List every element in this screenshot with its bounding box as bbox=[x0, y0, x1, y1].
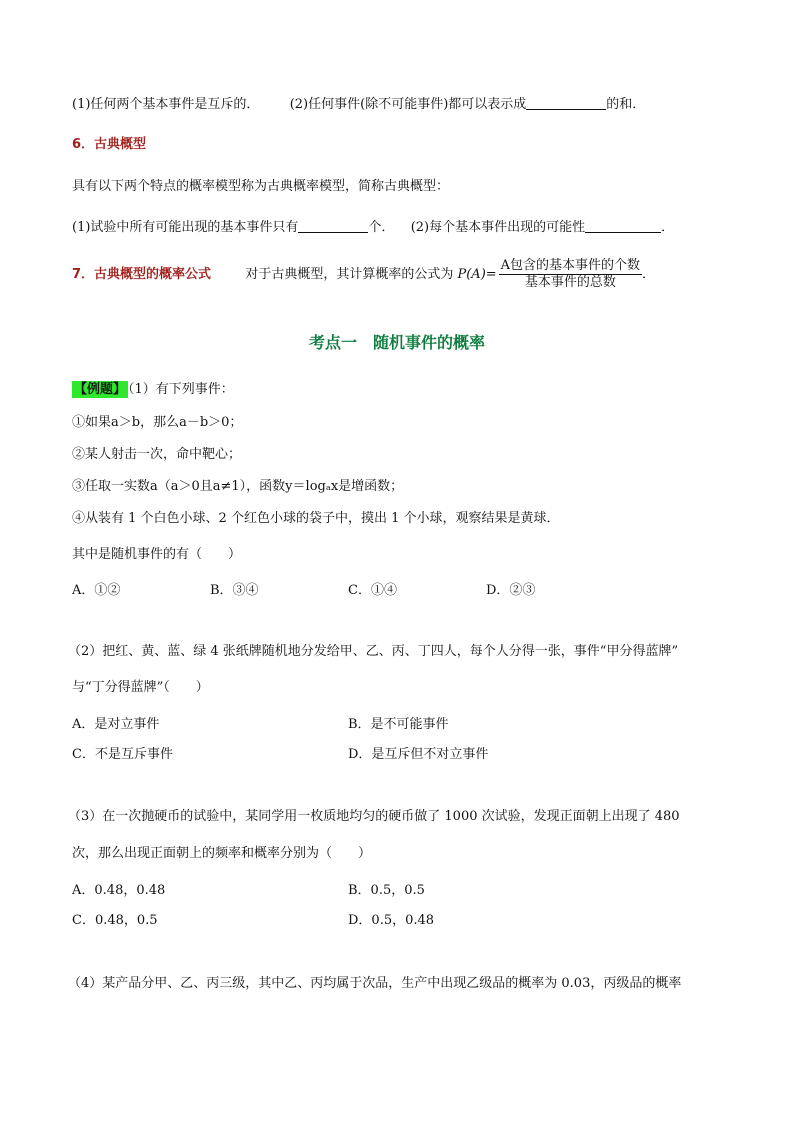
fill-blank[interactable] bbox=[585, 218, 661, 233]
condition-1-end: 个． bbox=[368, 220, 395, 235]
question-1-item-2: ②某人射击一次，命中靶心； bbox=[72, 447, 242, 462]
heading-7: 7．古典概型的概率公式 bbox=[72, 267, 212, 282]
statement-2: (2)任何事件(除不可能事件)都可以表示成 bbox=[289, 97, 527, 112]
condition-2-end: ． bbox=[661, 220, 675, 235]
q3-option-b[interactable]: B．0.5，0.5 bbox=[348, 883, 425, 898]
question-1-item-1: ①如果a＞b，那么a－b＞0； bbox=[72, 415, 243, 430]
section-title: 考点一 随机事件的概率 bbox=[308, 333, 485, 352]
fill-blank[interactable] bbox=[526, 95, 606, 110]
formula-intro: 对于古典概型，其计算概率的公式为 bbox=[245, 267, 454, 282]
question-3-line-1: （3）在一次抛硬币的试验中，某同学用一枚质地均匀的硬币做了 1000 次试验，发现正面朝上出现了 480 bbox=[68, 809, 680, 824]
fraction-denominator: 基本事件的总数 bbox=[524, 275, 616, 290]
text-line bbox=[72, 95, 645, 114]
question-3-line-2: 次，那么出现正面朝上的频率和概率分别为（ ） bbox=[72, 846, 372, 861]
question-4-line-1: （4）某产品分甲、乙、丙三级，其中乙、丙均属于次品，生产中出现乙级品的概率为 0.03，丙级品的概率 bbox=[68, 976, 682, 991]
q1-option-b[interactable]: B．③④ bbox=[210, 583, 259, 598]
text-line: 具有以下两个特点的概率模型称为古典概率模型，简称古典概型： bbox=[72, 179, 450, 194]
q3-option-a[interactable]: A．0.48，0.48 bbox=[72, 883, 166, 898]
formula-end: ． bbox=[642, 267, 656, 282]
probability-fraction bbox=[499, 258, 642, 291]
question-2-line-1: （2）把红、黄、蓝、绿 4 张纸牌随机地分发给甲、乙、丙、丁四人，每个人分得一张，事件“甲分得蓝牌” bbox=[68, 644, 679, 659]
statement-2-end: 的和． bbox=[606, 97, 646, 112]
q3-option-d[interactable]: D．0.5，0.48 bbox=[348, 913, 435, 928]
question-1-intro: （1）有下列事件： bbox=[128, 382, 234, 397]
q2-option-d[interactable]: D．是互斥但不对立事件 bbox=[348, 747, 489, 762]
statement-1: (1)任何两个基本事件是互斥的． bbox=[72, 97, 260, 112]
q1-option-a[interactable]: A．①② bbox=[72, 583, 121, 598]
q3-option-c[interactable]: C．0.48，0.5 bbox=[72, 913, 158, 928]
example-tag: 【例题】 bbox=[74, 382, 127, 397]
question-1-item-3: ③任取一实数a（a＞0且a≠1），函数y＝logₐx是增函数； bbox=[72, 479, 404, 494]
fill-blank[interactable] bbox=[298, 218, 368, 233]
q2-option-c[interactable]: C．不是互斥事件 bbox=[72, 747, 173, 762]
q2-option-a[interactable]: A．是对立事件 bbox=[72, 717, 160, 732]
formula-lhs: P(A)= bbox=[457, 267, 497, 282]
text-line bbox=[72, 218, 674, 237]
q2-option-b[interactable]: B．是不可能事件 bbox=[348, 717, 449, 732]
q1-option-c[interactable]: C．①④ bbox=[348, 583, 397, 598]
condition-2: (2)每个基本事件出现的可能性 bbox=[410, 220, 586, 235]
condition-1: (1)试验中所有可能出现的基本事件只有 bbox=[72, 220, 299, 235]
question-2-line-2: 与“丁分得蓝牌”（ ） bbox=[72, 680, 209, 695]
question-1-ask: 其中是随机事件的有（ ） bbox=[72, 547, 242, 562]
question-1-item-4: ④从装有 1 个白色小球、2 个红色小球的袋子中，摸出 1 个小球，观察结果是黄球． bbox=[72, 511, 560, 526]
formula-line bbox=[72, 258, 655, 291]
heading-6: 6．古典概型 bbox=[72, 137, 147, 152]
example-intro bbox=[72, 381, 234, 399]
fraction-numerator: A包含的基本事件的个数 bbox=[500, 258, 641, 273]
q1-option-d[interactable]: D．②③ bbox=[486, 583, 536, 598]
